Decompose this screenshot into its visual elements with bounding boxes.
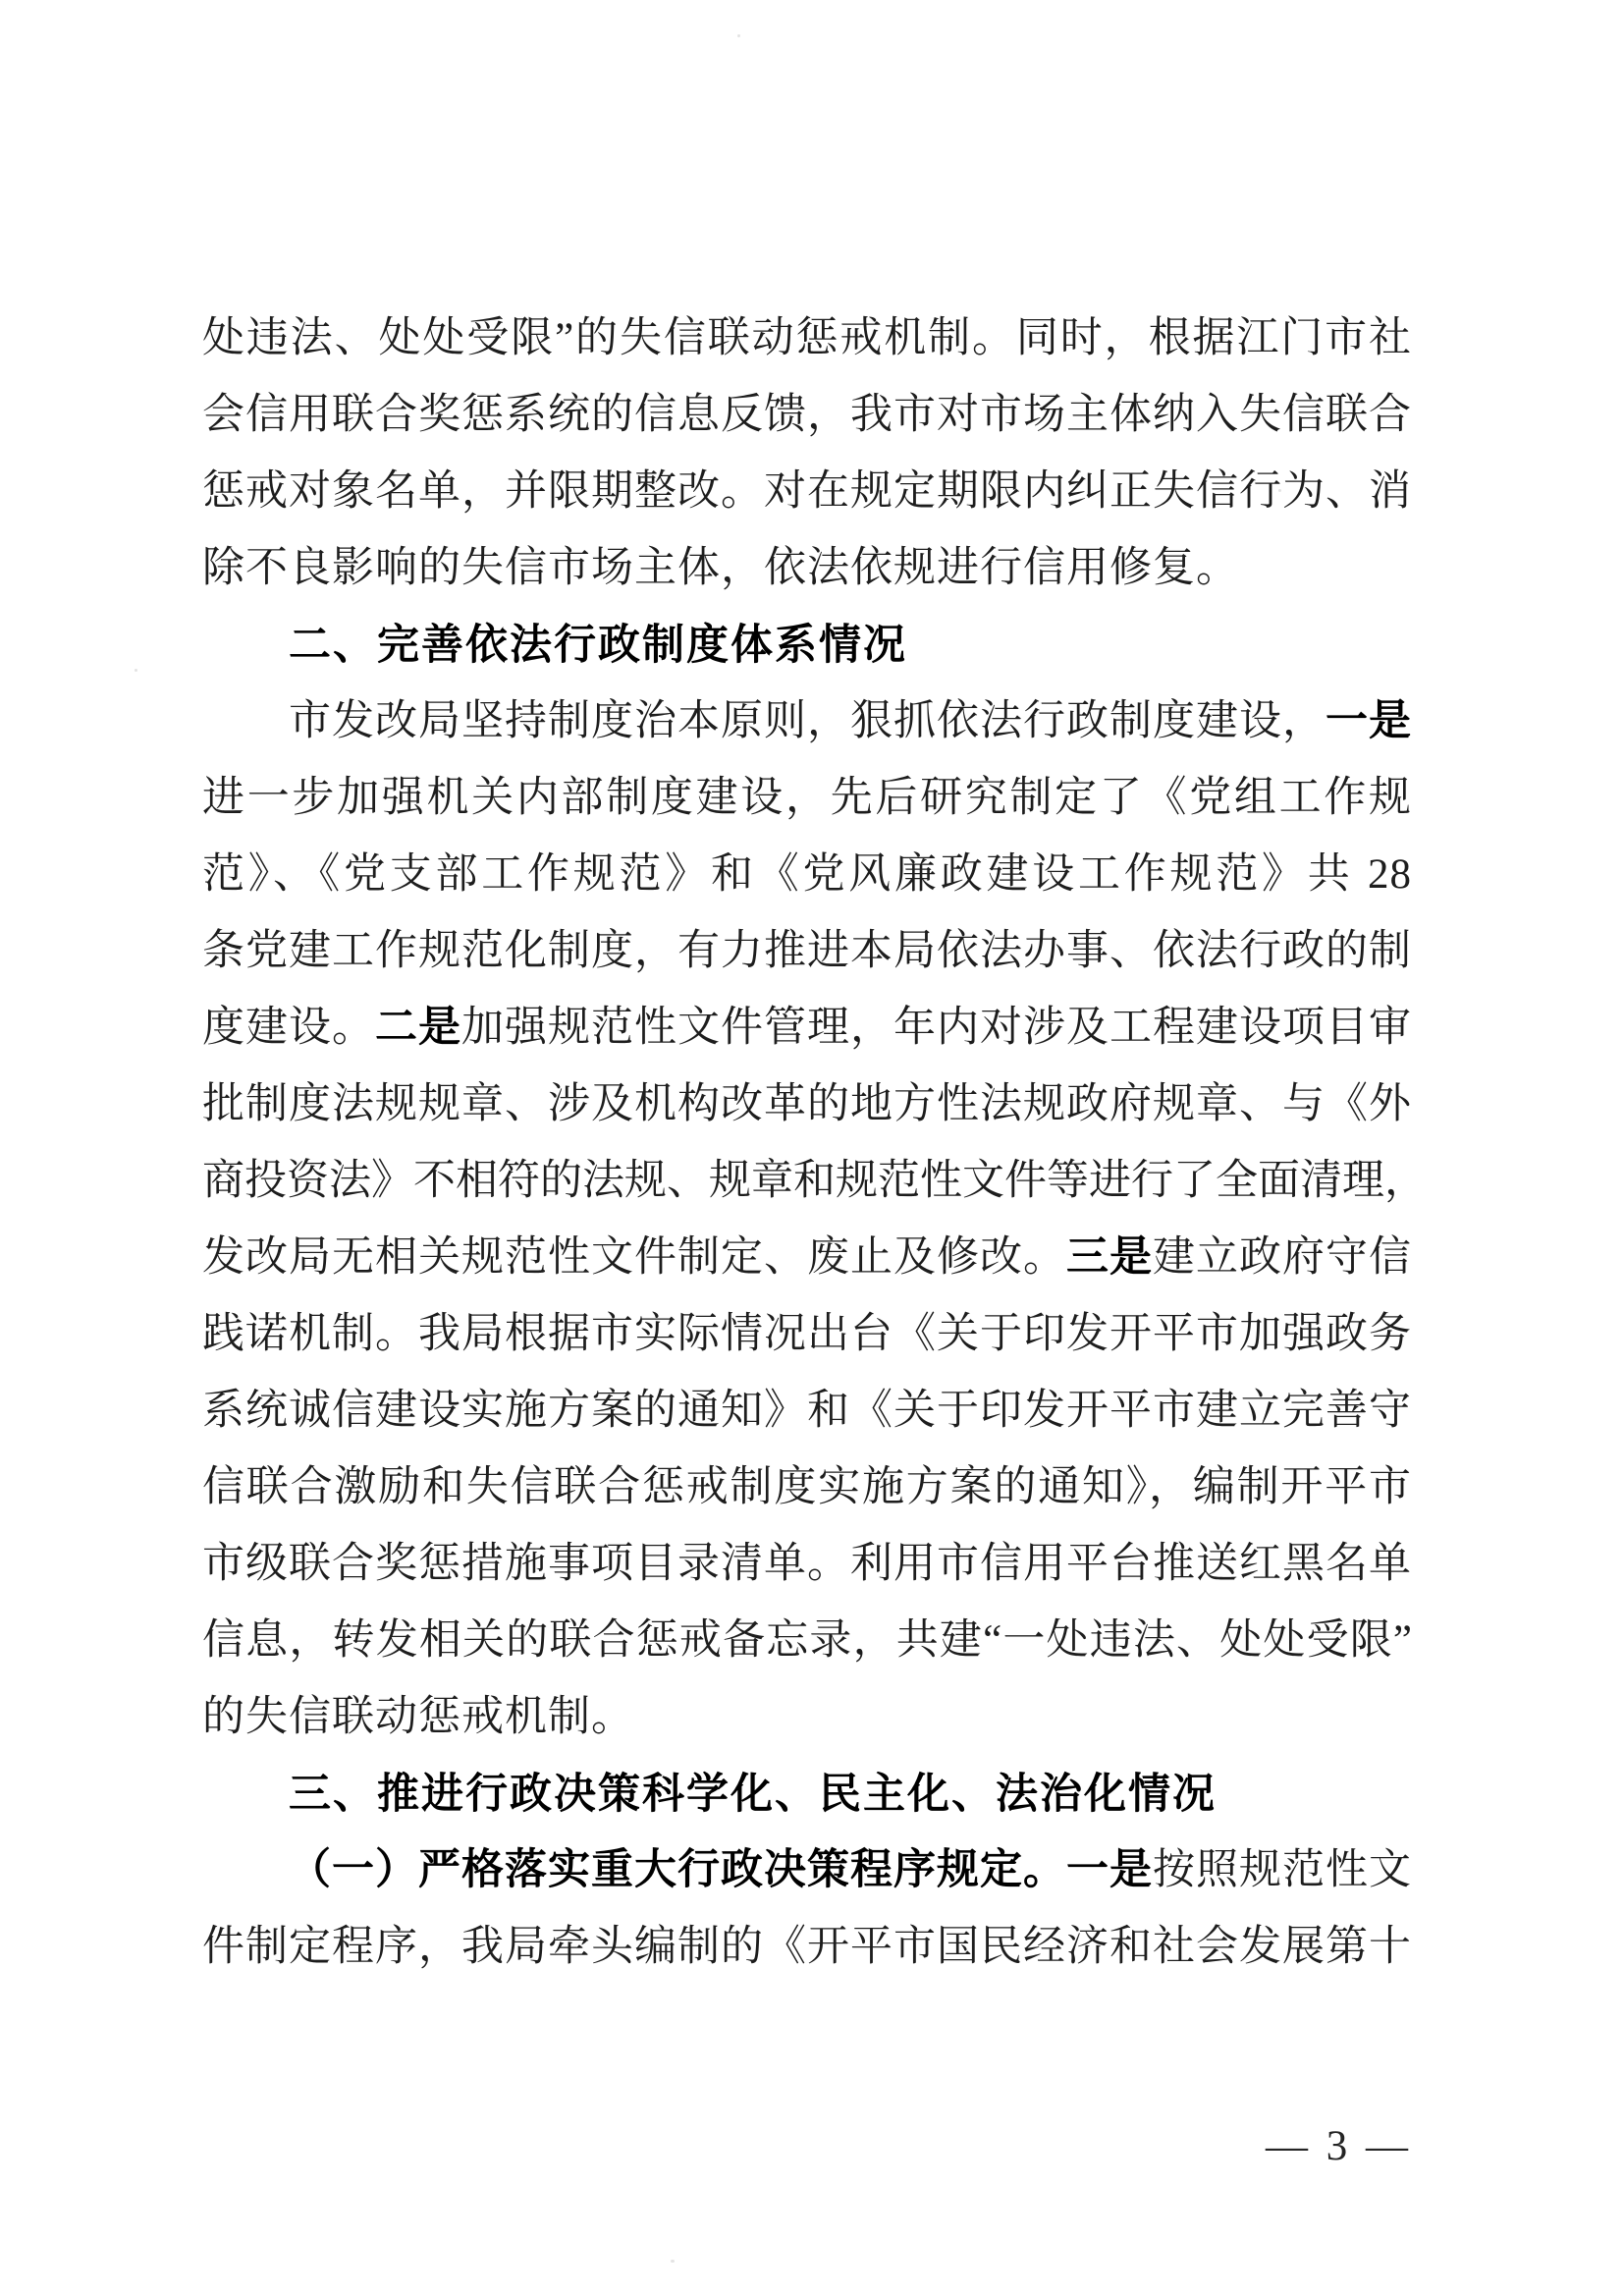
text-line xyxy=(202,1143,1427,1220)
emphasis-segment: 一是 xyxy=(1066,1847,1153,1893)
text-segment: 加强规范性文件管理，年内对涉及工程建设项目审 xyxy=(461,1005,1412,1051)
section-heading xyxy=(202,1756,1412,1832)
emphasis-segment: 一是 xyxy=(1325,698,1412,744)
emphasis-segment: 二是 xyxy=(375,1005,461,1051)
text-line xyxy=(202,1220,1412,1296)
text-segment: 系统诚信建设实施方案的通知》和《关于印发开平市建立完善守 xyxy=(202,1388,1412,1434)
text-line xyxy=(202,683,1412,760)
text-line xyxy=(202,1679,1412,1756)
text-segment: 商投资法》不相符的法规、规章和规范性文件等进行了全面清理， xyxy=(202,1158,1427,1204)
page-footer xyxy=(202,2117,1412,2176)
text-segment: 批制度法规规章、涉及机构改革的地方性法规政府规章、与《外 xyxy=(202,1081,1412,1127)
emphasis-segment: （一）严格落实重大行政决策程序规定。 xyxy=(289,1847,1066,1893)
scan-speck xyxy=(1187,1104,1189,1106)
scan-speck xyxy=(135,669,137,672)
emphasis-segment: 二、完善依法行政制度体系情况 xyxy=(289,622,907,669)
text-line xyxy=(202,454,1412,530)
text-line xyxy=(202,1526,1412,1603)
text-segment: 市发改局坚持制度治本原则，狠抓依法行政制度建设， xyxy=(289,698,1325,744)
emphasis-segment: 三、推进行政决策科学化、民主化、法治化情况 xyxy=(289,1771,1217,1818)
text-line xyxy=(202,1373,1412,1449)
document-body xyxy=(202,301,1427,1986)
text-segment: 发改局无相关规范性文件制定、废止及修改。 xyxy=(202,1234,1066,1281)
text-line xyxy=(202,530,1412,607)
scan-speck xyxy=(671,2260,675,2263)
text-segment: 进一步加强机关内部制度建设，先后研究制定了《党组工作规 xyxy=(202,775,1412,821)
text-segment: 信联合激励和失信联合惩戒制度实施方案的通知》，编制开平市 xyxy=(202,1464,1412,1510)
text-line xyxy=(202,377,1412,454)
text-segment: 范》、《党支部工作规范》和《党风廉政建设工作规范》共 28 xyxy=(202,851,1412,898)
emphasis-segment: 三是 xyxy=(1066,1234,1153,1281)
text-line xyxy=(202,301,1412,377)
text-line xyxy=(202,1449,1412,1526)
text-line xyxy=(202,1909,1412,1986)
text-segment: 处违法、处处受限”的失信联动惩戒机制。同时，根据江门市社 xyxy=(202,315,1412,361)
text-line xyxy=(202,760,1412,837)
scan-speck xyxy=(1278,489,1281,492)
text-segment: 的失信联动惩戒机制。 xyxy=(202,1694,634,1740)
page-number-label: — 3 — xyxy=(1266,2123,1412,2169)
text-segment: 信息，转发相关的联合惩戒备忘录，共建“一处违法、处处受限” xyxy=(202,1617,1412,1664)
text-segment: 践诺机制。我局根据市实际情况出台《关于印发开平市加强政务 xyxy=(202,1311,1412,1357)
text-line xyxy=(202,1832,1412,1909)
text-segment: 件制定程序，我局牵头编制的《开平市国民经济和社会发展第十 xyxy=(202,1924,1412,1970)
text-line xyxy=(202,1603,1412,1679)
text-line xyxy=(202,837,1412,913)
text-line xyxy=(202,1296,1412,1373)
text-segment: 惩戒对象名单，并限期整改。对在规定期限内纠正失信行为、消 xyxy=(202,468,1412,515)
text-line xyxy=(202,1066,1412,1143)
text-segment: 建立政府守信 xyxy=(1153,1234,1412,1281)
text-segment: 度建设。 xyxy=(202,1005,375,1051)
section-heading xyxy=(202,607,1412,683)
text-line xyxy=(202,990,1412,1066)
scan-speck xyxy=(737,34,740,37)
text-line xyxy=(202,913,1412,990)
text-segment: 会信用联合奖惩系统的信息反馈，我市对市场主体纳入失信联合 xyxy=(202,392,1412,438)
text-segment: 按照规范性文 xyxy=(1153,1847,1412,1893)
text-segment: 市级联合奖惩措施事项目录清单。利用市信用平台推送红黑名单 xyxy=(202,1541,1412,1587)
text-segment: 除不良影响的失信市场主体，依法依规进行信用修复。 xyxy=(202,545,1239,591)
text-segment: 条党建工作规范化制度，有力推进本局依法办事、依法行政的制 xyxy=(202,928,1412,974)
